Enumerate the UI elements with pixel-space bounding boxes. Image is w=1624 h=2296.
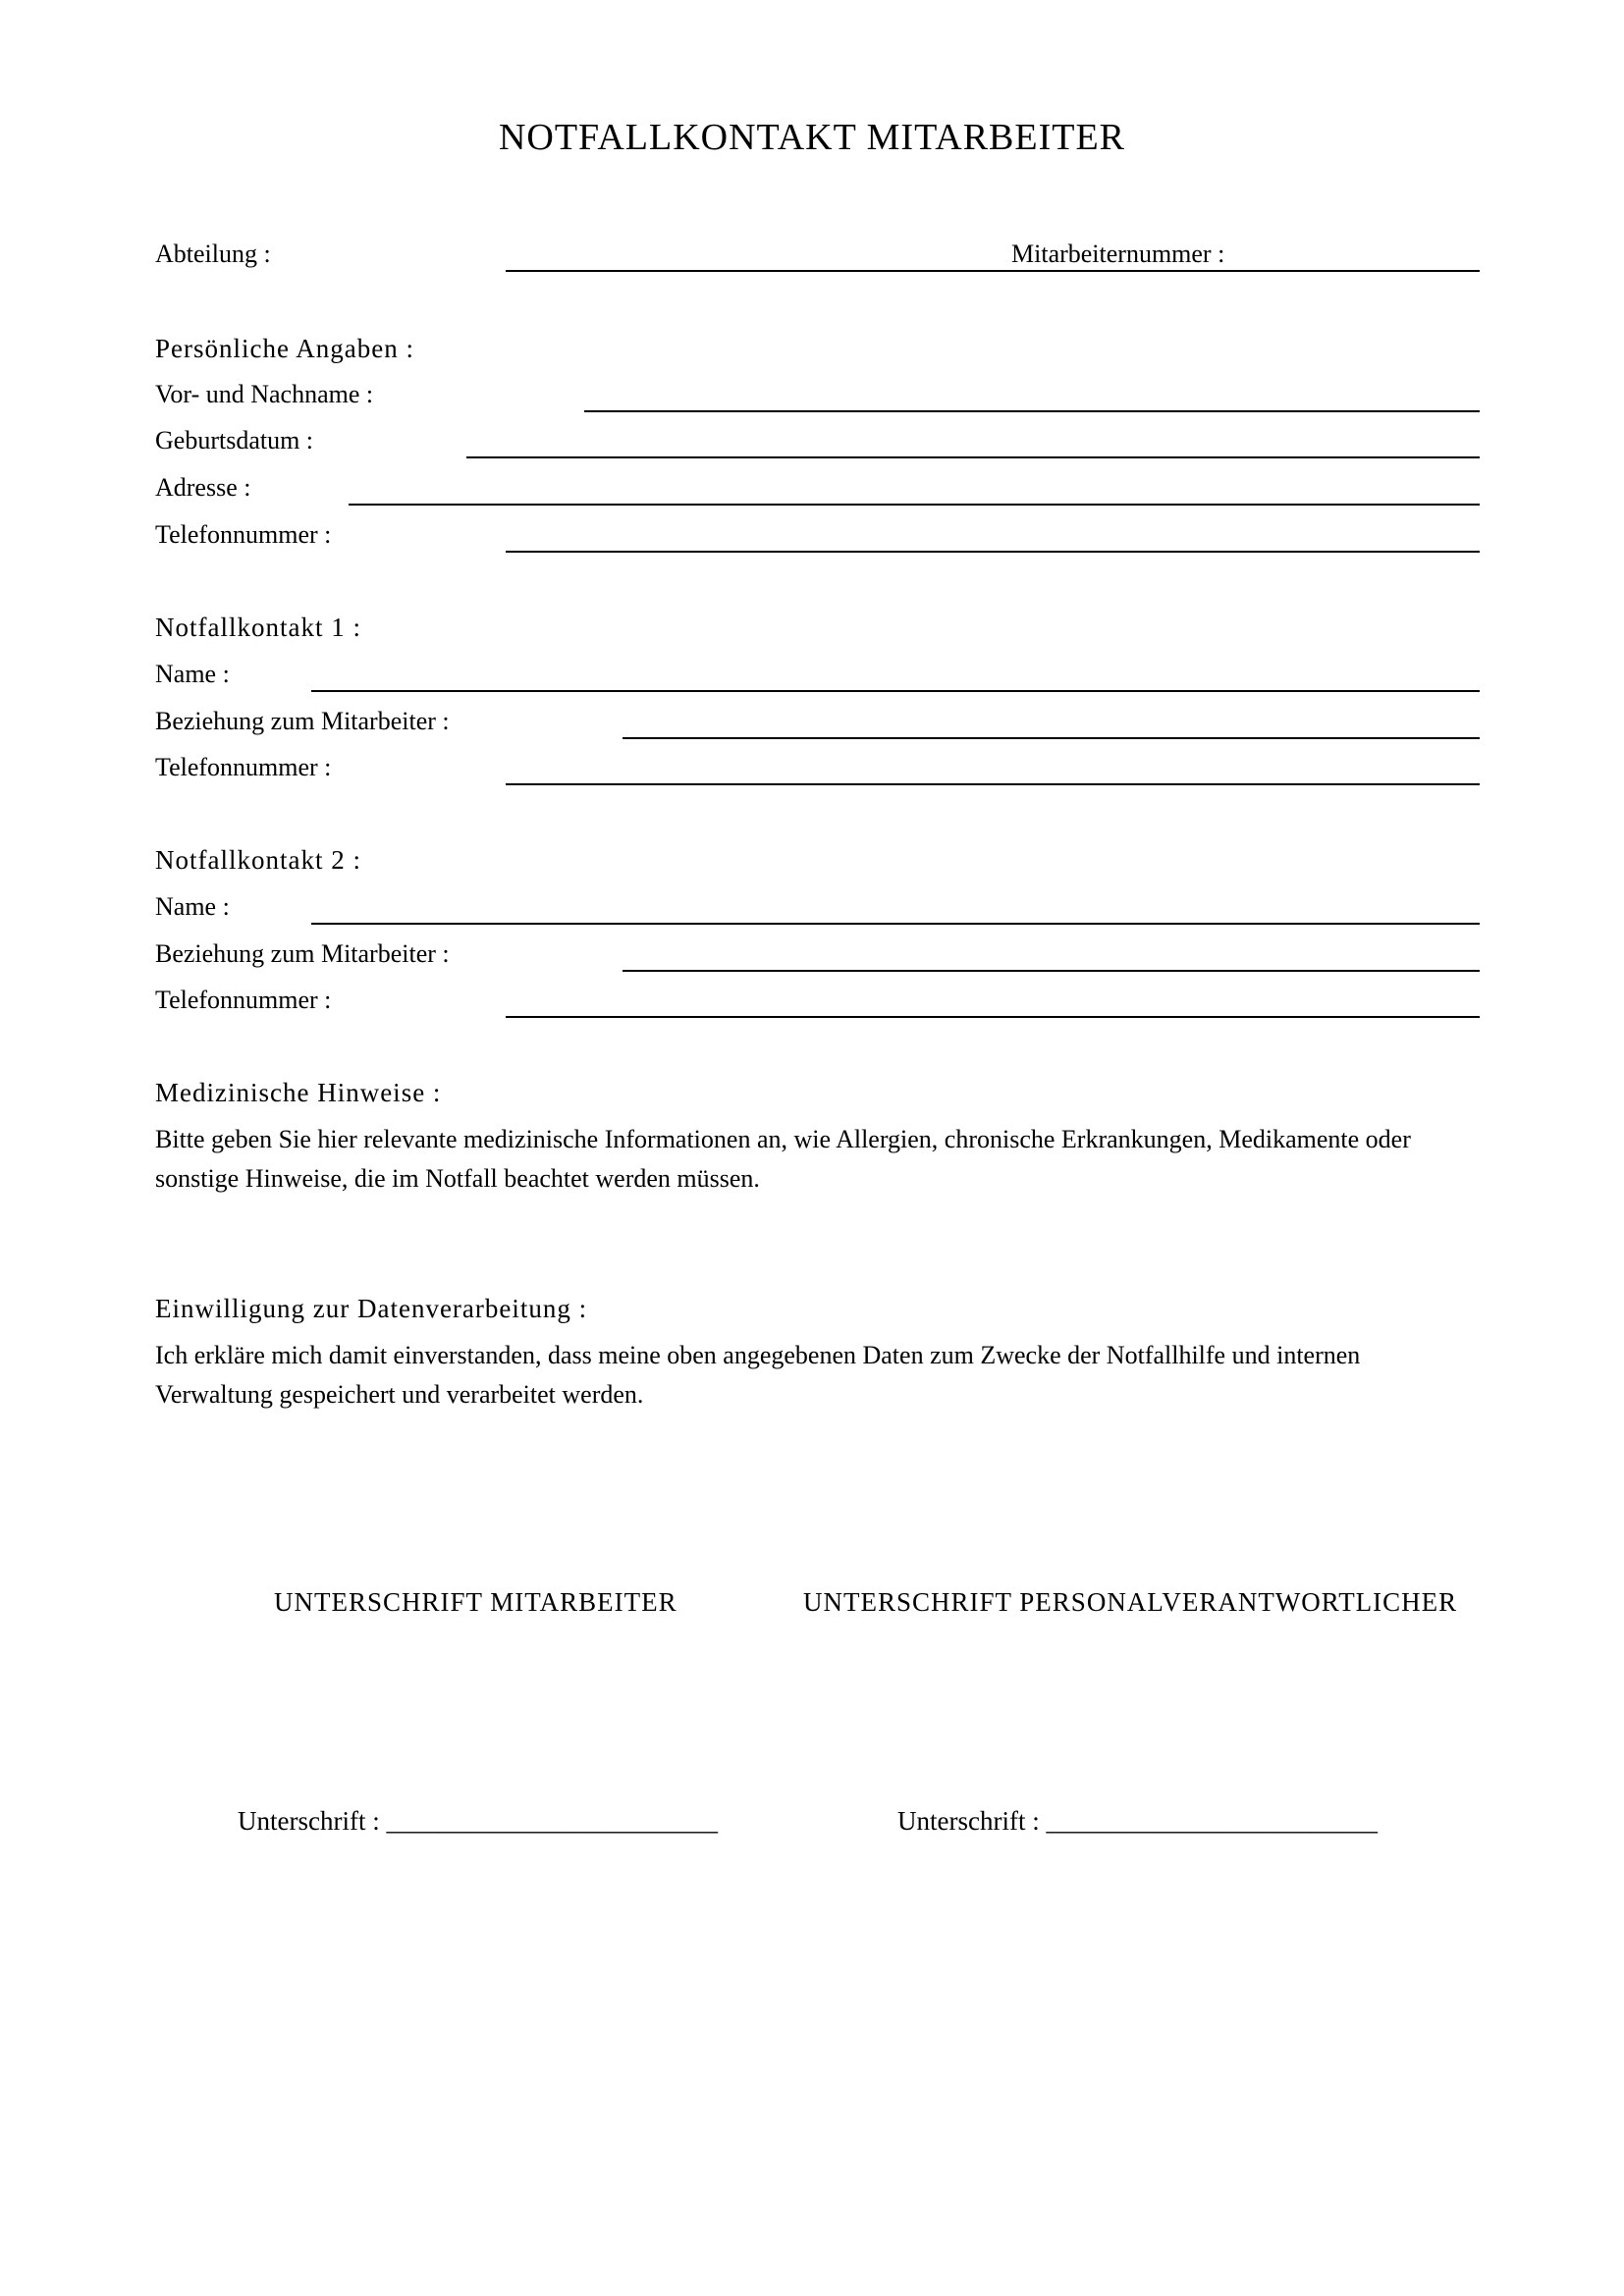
contact2-relation-label: Beziehung zum Mitarbeiter : [155,939,450,968]
contact1-phone-field[interactable] [506,783,1480,785]
consent-text: Ich erkläre mich damit einverstanden, dass meine oben angegebenen Daten zum Zwecke der Notfallhilfe und internen Verwaltung gespeichert und verarbeitet werden. [155,1341,1361,1409]
department-label: Abteilung : [155,240,271,268]
birthdate-label: Geburtsdatum : [155,426,314,454]
birthdate-field[interactable] [466,456,1480,458]
contact1-phone-label: Telefonnummer : [155,753,332,781]
contact2-phone-field[interactable] [506,1016,1480,1018]
medical-text: Bitte geben Sie hier relevante medizinische Informationen an, wie Allergien, chronische Erkrankungen, Medikamente oder sonstige Hinweise, die im Notfall beachtet werden müssen. [155,1125,1411,1193]
contact2-phone-label: Telefonnummer : [155,986,332,1014]
page-title: NOTFALLKONTAKT MITARBEITER [498,117,1126,158]
contact2-name-label: Name : [155,892,230,921]
contact1-name-label: Name : [155,660,230,688]
department-employee-number-field[interactable] [506,270,1480,272]
contact1-relation-field[interactable] [623,737,1480,739]
contact1-heading: Notfallkontakt 1 : [155,613,361,642]
phone-field[interactable] [506,551,1480,553]
contact1-name-field[interactable] [311,690,1480,692]
contact2-name-field[interactable] [311,923,1480,925]
employee-signature-line[interactable]: Unterschrift : _________________________ [238,1806,718,1836]
address-field[interactable] [349,504,1480,506]
contact2-heading: Notfallkontakt 2 : [155,845,361,875]
consent-heading: Einwilligung zur Datenverarbeitung : [155,1294,588,1323]
medical-heading: Medizinische Hinweise : [155,1078,442,1107]
hr-signature-title: UNTERSCHRIFT PERSONALVERANTWORTLICHER [803,1587,1458,1617]
personal-heading: Persönliche Angaben : [155,334,414,363]
hr-signature-line[interactable]: Unterschrift : _________________________ [897,1806,1378,1836]
full-name-label: Vor- und Nachname : [155,380,374,408]
contact2-relation-field[interactable] [623,970,1480,972]
employee-signature-title: UNTERSCHRIFT MITARBEITER [274,1587,677,1617]
contact1-relation-label: Beziehung zum Mitarbeiter : [155,707,450,735]
phone-label: Telefonnummer : [155,520,332,549]
address-label: Adresse : [155,473,251,502]
employee-number-label: Mitarbeiternummer : [1011,240,1225,268]
full-name-field[interactable] [584,410,1480,412]
